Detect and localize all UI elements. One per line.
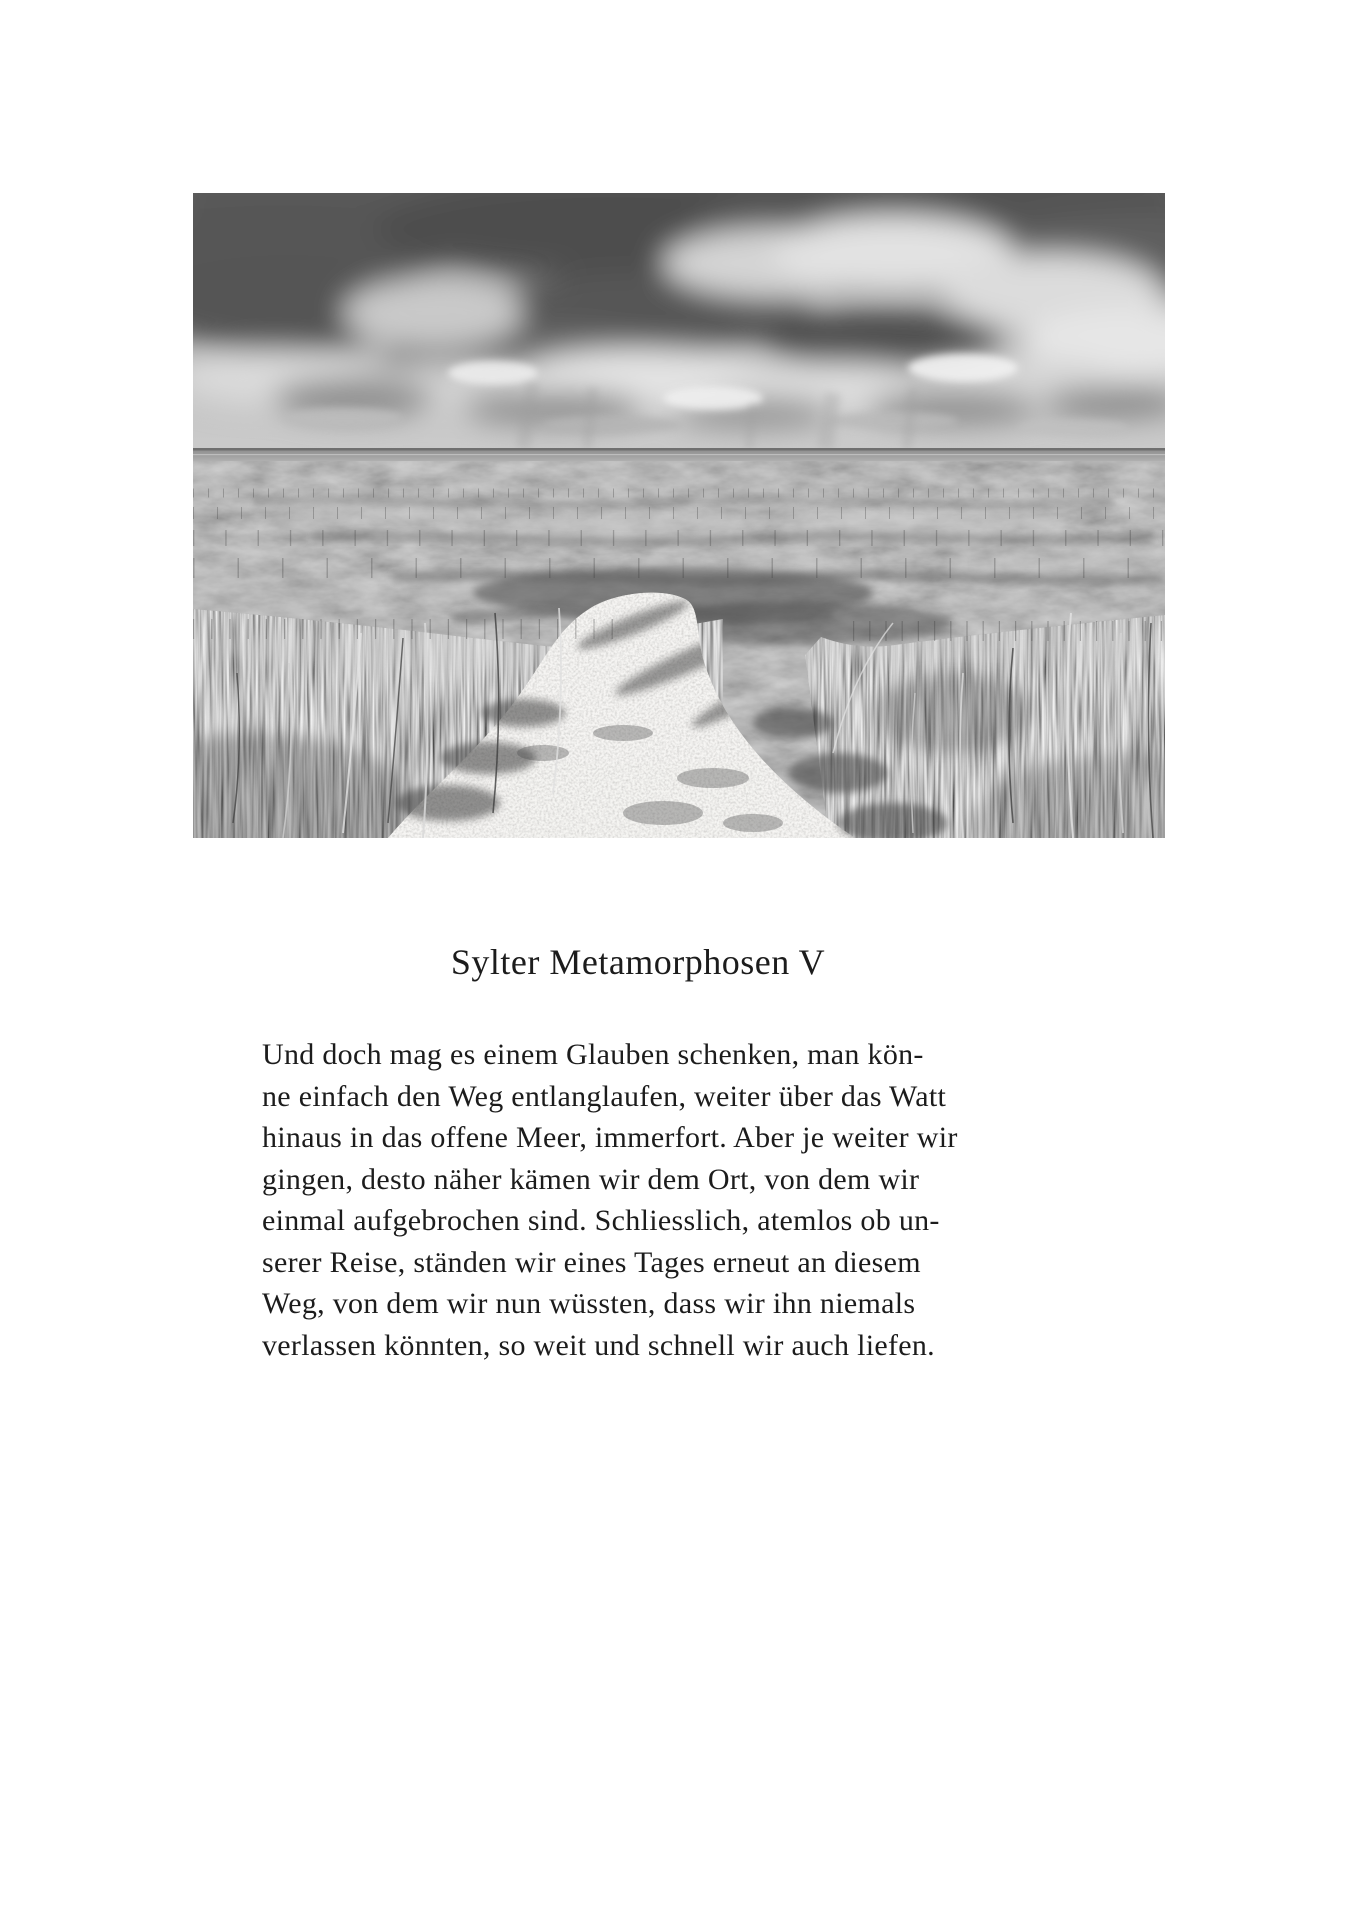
sea-glint [193, 454, 1165, 455]
text-line: einmal aufgebrochen sind. Schliesslich, atemlos ob un- [262, 1204, 940, 1237]
horizon-line [193, 448, 1165, 451]
page-title: Sylter Metamorphosen V [450, 942, 826, 982]
text-line: Weg, von dem wir nun wüssten, dass wir ihn niemals [262, 1287, 916, 1320]
text-line: verlassen könnten, so weit und schnell wir auch liefen. [262, 1328, 935, 1362]
text-line: gingen, desto näher kämen wir dem Ort, von dem wir [262, 1162, 920, 1196]
text-line: hinaus in das offene Meer, immerfort. Aber je weiter wir [262, 1121, 958, 1154]
text-line: Und doch mag es einem Glauben schenken, man kön- [262, 1038, 924, 1071]
photo-canvas [193, 193, 1165, 838]
text-line: serer Reise, ständen wir eines Tages erneut an diesem [262, 1245, 921, 1279]
poem-text [262, 1034, 1102, 1366]
text-line: ne einfach den Weg entlanglaufen, weiter über das Watt [262, 1079, 947, 1113]
landscape-photograph [193, 193, 1165, 838]
